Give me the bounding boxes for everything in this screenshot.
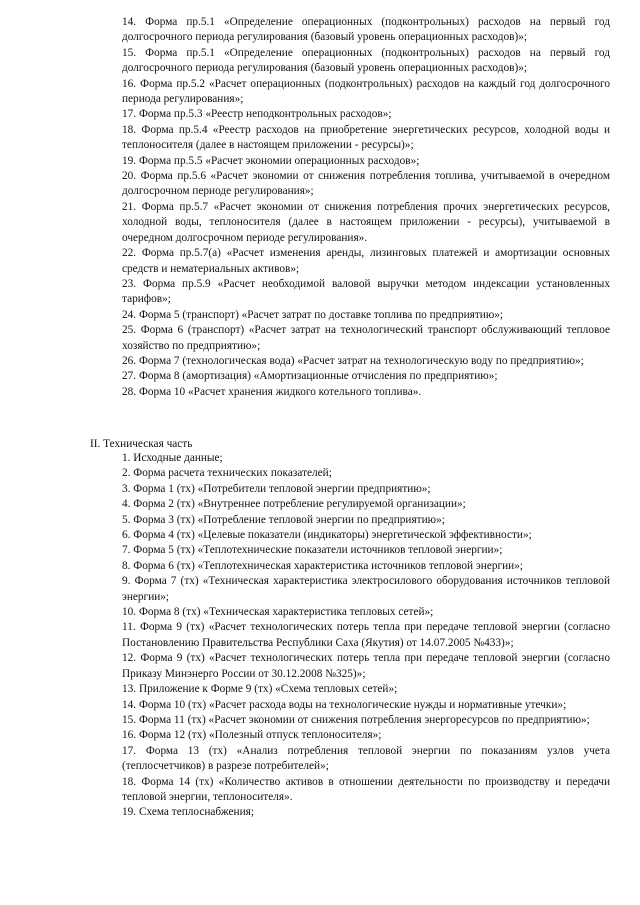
section-title: II. Техническая часть	[90, 438, 193, 450]
forms-list-economic	[122, 15, 610, 400]
list-item: 17. Форма 13 (тх) «Анализ потребления тепловой энергии по показаниям узлов учета (теплосчетчиков) в разрезе потребителей»;	[122, 744, 610, 773]
list-item: 12. Форма 9 (тх) «Расчет технологических потерь тепла при передаче тепловой энергии (согласно Приказу Минэнерго России от 30.12.2008 №325)»;	[122, 652, 610, 680]
list-item: 15. Форма 11 (тх) «Расчет экономии от снижения потребления энергоресурсов по предприятию»;	[122, 713, 590, 726]
list-item: 28. Форма 10 «Расчет хранения жидкого котельного топлива».	[122, 385, 422, 398]
list-item: 21. Форма пр.5.7 «Расчет экономии от снижения потребления прочих энергетических ресурсов, холодной воды, теплоносителя (далее в настоящем приложении - ресурсы), учитываемой в очередном долгосрочном периоде регулирования».	[122, 200, 610, 244]
list-item: 5. Форма 3 (тх) «Потребление тепловой энергии по предприятию»;	[122, 513, 445, 526]
list-item: 18. Форма 14 (тх) «Количество активов в отношении деятельности по производству и передачи тепловой энергии, теплоносителя».	[122, 775, 610, 803]
list-item: 16. Форма пр.5.2 «Расчет операционных (подконтрольных) расходов на каждый год долгосрочного периода регулирования»;	[122, 77, 610, 106]
forms-list-technical	[122, 451, 610, 821]
list-item: 11. Форма 9 (тх) «Расчет технологических потерь тепла при передаче тепловой энергии (согласно Постановлению Правительства Республики Саха (Якутия) от 14.07.2005 №433)»;	[122, 621, 610, 649]
list-item: 24. Форма 5 (транспорт) «Расчет затрат по доставке топлива по предприятию»;	[122, 308, 504, 321]
list-item: 17. Форма пр.5.3 «Реестр неподконтрольных расходов»;	[122, 108, 392, 121]
list-item: 19. Схема теплоснабжения;	[122, 806, 254, 819]
list-item: 27. Форма 8 (амортизация) «Амортизационные отчисления по предприятию»;	[122, 370, 498, 383]
list-item: 18. Форма пр.5.4 «Реестр расходов на приобретение энергетических ресурсов, холодной воды и теплоносителя (далее в настоящем приложении - ресурсы)»;	[122, 123, 610, 152]
list-item: 7. Форма 5 (тх) «Теплотехнические показатели источников тепловой энергии»;	[122, 544, 503, 557]
list-item: 8. Форма 6 (тх) «Теплотехническая характеристика источников тепловой энергии»;	[122, 559, 523, 572]
list-item: 25. Форма 6 (транспорт) «Расчет затрат на технологический транспорт обслуживающий тепловое хозяйство по предприятию»;	[122, 324, 610, 352]
list-item: 3. Форма 1 (тх) «Потребители тепловой энергии предприятию»;	[122, 482, 431, 495]
list-item: 22. Форма пр.5.7(а) «Расчет изменения аренды, лизинговых платежей и амортизации основных средств и нематериальных активов»;	[122, 247, 610, 275]
list-item: 1. Исходные данные;	[122, 452, 223, 464]
list-item: 20. Форма пр.5.6 «Расчет экономии от снижения потребления топлива, учитываемой в очередном долгосрочном периоде регулирования»;	[122, 170, 610, 198]
list-item: 4. Форма 2 (тх) «Внутреннее потребление регулируемой организации»;	[122, 498, 466, 511]
list-item: 16. Форма 12 (тх) «Полезный отпуск теплоносителя»;	[122, 729, 382, 742]
list-item: 14. Форма пр.5.1 «Определение операционных (подконтрольных) расходов на первый год долгосрочного периода регулирования (базовый уровень операционных расходов)»;	[122, 16, 610, 44]
list-item: 10. Форма 8 (тх) «Техническая характеристика тепловых сетей»;	[122, 606, 434, 619]
list-item: 13. Приложение к Форме 9 (тх) «Схема тепловых сетей»;	[122, 683, 398, 696]
list-item: 15. Форма пр.5.1 «Определение операционных (подконтрольных) расходов на первый год долгосрочного периода регулирования (базовый уровень операционных расходов)»;	[122, 46, 610, 75]
list-item: 9. Форма 7 (тх) «Техническая характеристика электросилового оборудования источников тепловой энергии»;	[122, 575, 610, 603]
list-item: 23. Форма пр.5.9 «Расчет необходимой валовой выручки методом индексации установленных тарифов»;	[122, 277, 610, 306]
list-item: 14. Форма 10 (тх) «Расчет расхода воды на технологические нужды и нормативные утечки»;	[122, 698, 567, 711]
list-item: 6. Форма 4 (тх) «Целевые показатели (индикаторы) энергетической эффективности»;	[122, 529, 532, 542]
list-item: 26. Форма 7 (технологическая вода) «Расчет затрат на технологическую воду по предприятию»;	[122, 354, 584, 367]
list-item: 2. Форма расчета технических показателей;	[122, 467, 332, 480]
list-item: 19. Форма пр.5.5 «Расчет экономии операционных расходов»;	[122, 154, 420, 167]
